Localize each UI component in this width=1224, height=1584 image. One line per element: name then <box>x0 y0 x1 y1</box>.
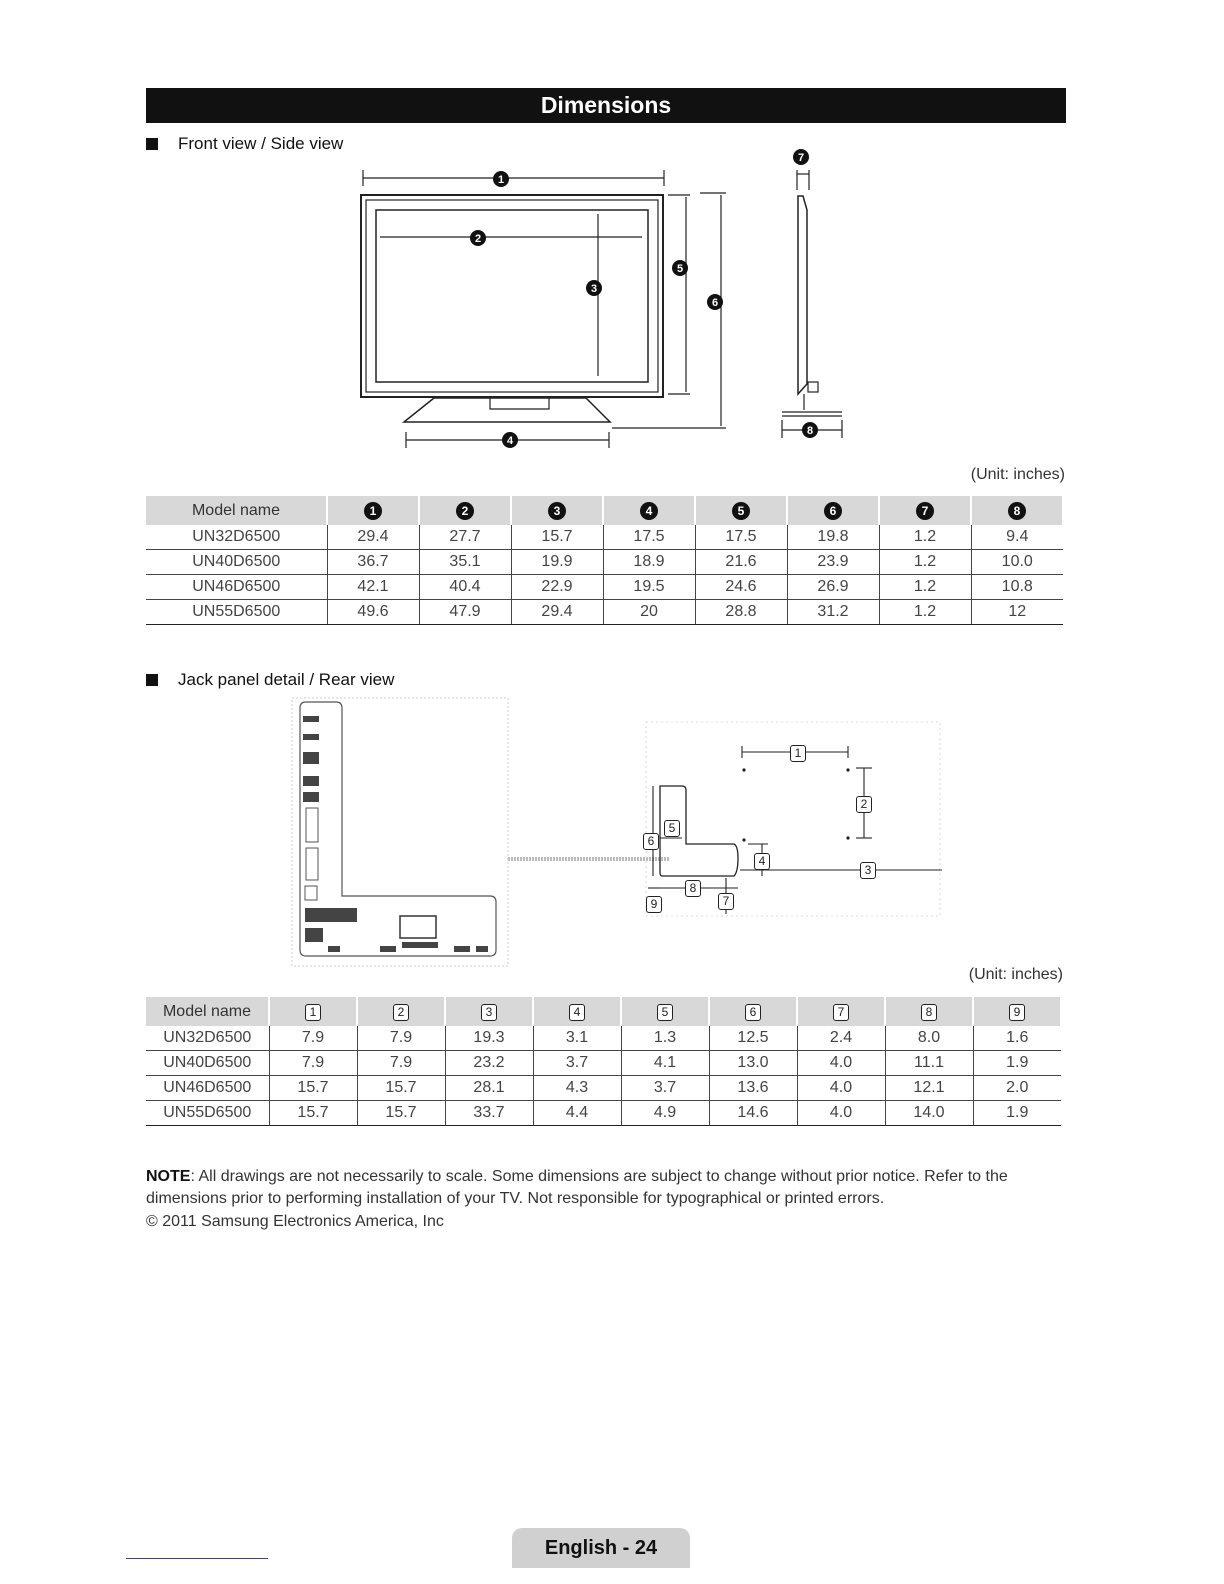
value-cell: 49.6 <box>327 600 419 625</box>
model-cell: UN55D6500 <box>146 1101 269 1126</box>
rear-callout-2: 2 <box>856 796 872 813</box>
value-cell: 3.1 <box>533 1026 621 1051</box>
value-cell: 12.5 <box>709 1026 797 1051</box>
model-cell: UN46D6500 <box>146 1076 269 1101</box>
rear-callout-3: 3 <box>860 862 876 879</box>
value-cell: 28.8 <box>695 600 787 625</box>
value-cell: 4.3 <box>533 1076 621 1101</box>
column-header-7: 7 <box>916 502 934 520</box>
value-cell: 15.7 <box>357 1076 445 1101</box>
section-heading-label: Front view / Side view <box>178 134 344 153</box>
copyright-text: © 2011 Samsung Electronics America, Inc <box>146 1213 444 1230</box>
jack-ports <box>303 716 488 952</box>
value-cell: 15.7 <box>357 1101 445 1126</box>
table-row <box>146 1051 1061 1076</box>
value-cell: 10.0 <box>971 550 1063 575</box>
column-header-9: 9 <box>1009 1004 1025 1021</box>
rear-callout-5: 5 <box>664 820 680 837</box>
value-cell: 20 <box>603 600 695 625</box>
value-cell: 8.0 <box>885 1026 973 1051</box>
value-cell: 19.9 <box>511 550 603 575</box>
value-cell: 4.1 <box>621 1051 709 1076</box>
value-cell: 17.5 <box>603 525 695 550</box>
value-cell: 4.0 <box>797 1101 885 1126</box>
value-cell: 1.2 <box>879 525 971 550</box>
value-cell: 19.3 <box>445 1026 533 1051</box>
column-header-6: 6 <box>824 502 842 520</box>
callout-6-label: 6 <box>711 297 719 309</box>
value-cell: 35.1 <box>419 550 511 575</box>
callout-1-label: 1 <box>497 174 505 186</box>
value-cell: 7.9 <box>269 1051 357 1076</box>
value-cell: 2.4 <box>797 1026 885 1051</box>
callout-4-label: 4 <box>506 435 514 447</box>
table-row <box>146 1076 1061 1101</box>
value-cell: 3.7 <box>621 1076 709 1101</box>
unit-label: (Unit: inches) <box>970 466 1065 483</box>
value-cell: 14.0 <box>885 1101 973 1126</box>
callout-7-label: 7 <box>797 152 805 164</box>
value-cell: 33.7 <box>445 1101 533 1126</box>
value-cell: 4.4 <box>533 1101 621 1126</box>
value-cell: 11.1 <box>885 1051 973 1076</box>
value-cell: 7.9 <box>269 1026 357 1051</box>
value-cell: 18.9 <box>603 550 695 575</box>
value-cell: 1.9 <box>973 1101 1061 1126</box>
callout-3-label: 3 <box>590 283 598 295</box>
model-cell: UN40D6500 <box>146 550 327 575</box>
value-cell: 9.4 <box>971 525 1063 550</box>
value-cell: 2.0 <box>973 1076 1061 1101</box>
value-cell: 7.9 <box>357 1026 445 1051</box>
value-cell: 1.3 <box>621 1026 709 1051</box>
value-cell: 42.1 <box>327 575 419 600</box>
column-header-5: 5 <box>732 502 750 520</box>
note-text: : All drawings are not necessarily to scale. Some dimensions are subject to change without prior notice. Refer to the dimensions prior to performing installation of your TV. Not responsible for typographical or printed errors. <box>146 1168 1008 1207</box>
footer-divider <box>126 1558 268 1559</box>
column-header-1: 1 <box>364 502 382 520</box>
value-cell: 40.4 <box>419 575 511 600</box>
value-cell: 28.1 <box>445 1076 533 1101</box>
value-cell: 27.7 <box>419 525 511 550</box>
table-header-row <box>146 997 1061 1026</box>
value-cell: 21.6 <box>695 550 787 575</box>
value-cell: 3.7 <box>533 1051 621 1076</box>
callout-8-label: 8 <box>806 425 814 437</box>
column-header-8: 8 <box>921 1004 937 1021</box>
value-cell: 4.9 <box>621 1101 709 1126</box>
column-header-1: 1 <box>305 1004 321 1021</box>
value-cell: 1.2 <box>879 575 971 600</box>
value-cell: 17.5 <box>695 525 787 550</box>
rear-callout-4: 4 <box>754 853 770 870</box>
column-header-2: 2 <box>393 1004 409 1021</box>
callout-5-label: 5 <box>676 263 684 275</box>
value-cell: 36.7 <box>327 550 419 575</box>
column-header-4: 4 <box>569 1004 585 1021</box>
value-cell: 7.9 <box>357 1051 445 1076</box>
model-cell: UN46D6500 <box>146 575 327 600</box>
column-header-8: 8 <box>1008 502 1026 520</box>
value-cell: 29.4 <box>511 600 603 625</box>
model-name-header: Model name <box>146 997 269 1026</box>
value-cell: 4.0 <box>797 1076 885 1101</box>
value-cell: 1.2 <box>879 600 971 625</box>
value-cell: 4.0 <box>797 1051 885 1076</box>
model-cell: UN32D6500 <box>146 525 327 550</box>
value-cell: 13.6 <box>709 1076 797 1101</box>
value-cell: 15.7 <box>511 525 603 550</box>
column-header-3: 3 <box>481 1004 497 1021</box>
value-cell: 10.8 <box>971 575 1063 600</box>
value-cell: 15.7 <box>269 1101 357 1126</box>
value-cell: 15.7 <box>269 1076 357 1101</box>
value-cell: 1.2 <box>879 550 971 575</box>
unit-label: (Unit: inches) <box>968 966 1063 983</box>
rear-callout-1: 1 <box>790 745 806 762</box>
value-cell: 19.8 <box>787 525 879 550</box>
rear-callout-8: 8 <box>685 880 701 897</box>
rear-callout-9: 9 <box>646 896 662 913</box>
value-cell: 13.0 <box>709 1051 797 1076</box>
model-cell: UN55D6500 <box>146 600 327 625</box>
value-cell: 19.5 <box>603 575 695 600</box>
column-header-6: 6 <box>745 1004 761 1021</box>
value-cell: 29.4 <box>327 525 419 550</box>
value-cell: 26.9 <box>787 575 879 600</box>
rear-callout-6: 6 <box>643 833 659 850</box>
model-cell: UN40D6500 <box>146 1051 269 1076</box>
value-cell: 12 <box>971 600 1063 625</box>
column-header-7: 7 <box>833 1004 849 1021</box>
value-cell: 14.6 <box>709 1101 797 1126</box>
disclaimer-note <box>146 1166 1046 1210</box>
column-header-5: 5 <box>657 1004 673 1021</box>
value-cell: 31.2 <box>787 600 879 625</box>
dimensions-table-rear <box>146 997 1062 1126</box>
value-cell: 22.9 <box>511 575 603 600</box>
column-header-3: 3 <box>548 502 566 520</box>
callout-2-label: 2 <box>474 233 482 245</box>
note-label: NOTE <box>146 1168 191 1185</box>
section-heading-label: Jack panel detail / Rear view <box>178 670 395 689</box>
value-cell: 1.9 <box>973 1051 1061 1076</box>
table-row <box>146 1101 1061 1126</box>
value-cell: 23.2 <box>445 1051 533 1076</box>
value-cell: 12.1 <box>885 1076 973 1101</box>
column-header-4: 4 <box>640 502 658 520</box>
model-name-header: Model name <box>146 496 327 525</box>
value-cell: 1.6 <box>973 1026 1061 1051</box>
value-cell: 47.9 <box>419 600 511 625</box>
page-title: Dimensions <box>146 88 1066 123</box>
model-cell: UN32D6500 <box>146 1026 269 1051</box>
rear-callout-7: 7 <box>718 893 734 910</box>
value-cell: 24.6 <box>695 575 787 600</box>
table-row <box>146 1026 1061 1051</box>
page-number-tab: English - 24 <box>512 1528 690 1568</box>
column-header-2: 2 <box>456 502 474 520</box>
value-cell: 23.9 <box>787 550 879 575</box>
